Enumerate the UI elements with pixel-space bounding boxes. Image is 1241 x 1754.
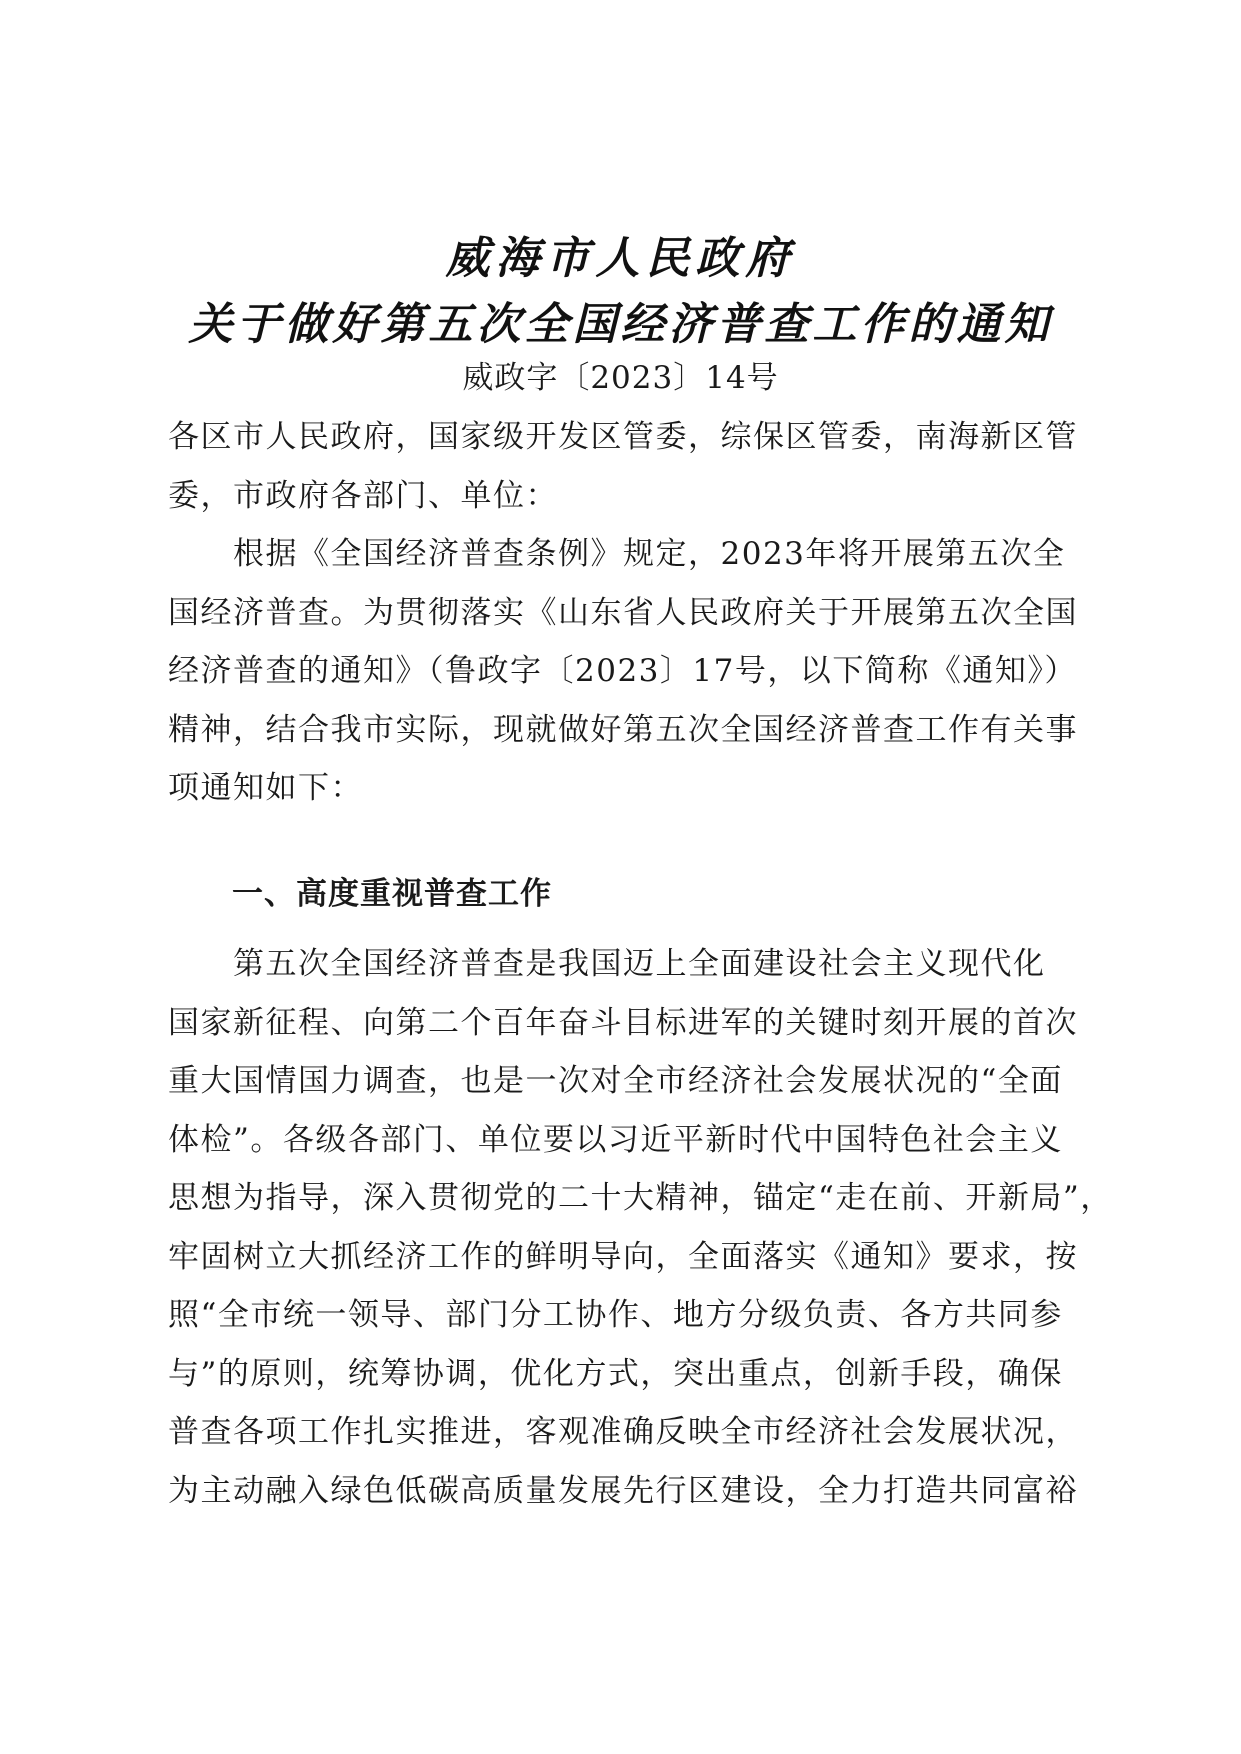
intro-line: 经济普查的通知》（鲁政字〔2023〕17号，以下简称《通知》）: [168, 653, 1077, 689]
document-title-line-2: 关于做好第五次全国经济普查工作的通知: [188, 299, 1053, 350]
section-1-line: 与”的原则，统筹协调，优化方式，突出重点，创新手段，确保: [168, 1355, 1063, 1392]
intro-line: 精神，结合我市实际，现就做好第五次全国经济普查工作有关事: [168, 711, 1078, 748]
section-1-line: 普查各项工作扎实推进，客观准确反映全市经济社会发展状况，: [168, 1414, 1078, 1450]
section-1-line: 思想为指导，深入贯彻党的二十大精神，锚定“走在前、开新局”，: [168, 1180, 1113, 1216]
section-1-line: 牢固树立大抓经济工作的鲜明导向，全面落实《通知》要求，按: [168, 1238, 1078, 1275]
document-number: 威政字〔2023〕14号: [462, 360, 779, 396]
section-1-line: 国家新征程、向第二个百年奋斗目标进军的关键时刻开展的首次: [168, 1004, 1078, 1041]
addressee-line: 各区市人民政府，国家级开发区管委，综保区管委，南海新区管: [168, 419, 1078, 455]
section-1-line: 照“全市统一领导、部门分工协作、地方分级负责、各方共同参: [168, 1297, 1063, 1333]
intro-line: 国经济普查。为贯彻落实《山东省人民政府关于开展第五次全国: [168, 594, 1078, 631]
document-title-line-1: 威海市人民政府: [445, 233, 796, 284]
section-1-line: 第五次全国经济普查是我国迈上全面建设社会主义现代化: [168, 946, 1046, 982]
intro-paragraph: [168, 525, 1076, 818]
intro-line: 项通知如下：: [168, 770, 363, 806]
section-1-line: 为主动融入绿色低碳高质量发展先行区建设，全力打造共同富裕: [168, 1472, 1078, 1509]
section-1-heading: 一、高度重视普查工作: [232, 876, 552, 912]
intro-line: 根据《全国经济普查条例》规定，2023年将开展第五次全: [168, 536, 1066, 572]
addressee-paragraph: [168, 408, 1076, 525]
addressee-line: 委，市政府各部门、单位：: [168, 477, 558, 514]
section-1-line: 体检”。各级各部门、单位要以习近平新时代中国特色社会主义: [168, 1121, 1063, 1158]
section-1-paragraph: [168, 935, 1113, 1520]
section-1-line: 重大国情国力调查，也是一次对全市经济社会发展状况的“全面: [168, 1063, 1063, 1099]
